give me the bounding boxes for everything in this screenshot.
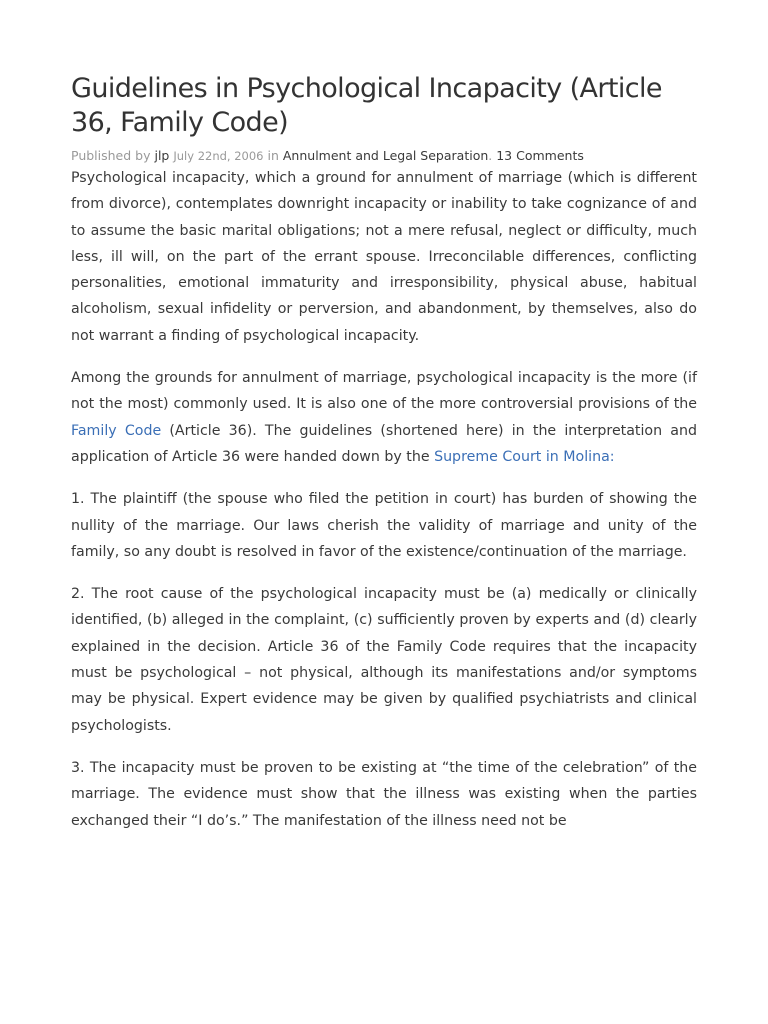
article [71, 72, 697, 850]
category-link[interactable]: Annulment and Legal Separation [282, 148, 489, 163]
guideline-3: 3. The incapacity must be proven to be existing at “the time of the celebration” of the marriage. The evidence must show that the illness was existing when the parties exchanged their “I do’s.” The manifestation of the illness need not be [71, 759, 697, 829]
post-date: July 22nd, 2006 [173, 149, 264, 163]
article-title: Guidelines in Psychological Incapacity (Article 36, Family Code) [71, 73, 662, 138]
family-code-link[interactable]: Family Code [71, 422, 162, 439]
molina-link-colon: : [609, 448, 615, 465]
paragraph-grounds-text-2: (Article 36). The guidelines (shortened here) in the interpretation and application of Article 36 were handed down by the [71, 422, 698, 465]
comments-link[interactable]: 13 Comments [496, 148, 584, 163]
guideline-1: 1. The plaintiff (the spouse who filed the petition in court) has burden of showing the nullity of the marriage. Our laws cherish the validity of marriage and unity of the family, so any doubt is resolved in favor of the existence/continuation of the marriage. [71, 491, 697, 560]
paragraph-intro: Psychological incapacity, which a ground for annulment of marriage (which is different from divorce), contemplates downright incapacity or inability to take cognizance of and to assume the basic marital obligations; not a mere refusal, neglect or difficulty, much less, ill will, on the part of the errant spouse. Irreconcilable differences, conflicting personalities, emotional immaturity and irresponsibility, physical abuse, habitual alcoholism, sexual infidelity or perversion, and abandonment, by themselves, also do not warrant a finding of psychological incapacity. [71, 170, 697, 344]
paragraph-grounds-text-1: Among the grounds for annulment of marriage, psychological incapacity is the more (if not the most) commonly used. It is also one of the more controversial provisions of the [71, 370, 697, 413]
paragraph-grounds [71, 365, 697, 470]
post-meta [71, 147, 697, 165]
meta-separator: . [488, 148, 493, 163]
published-by-label: Published by [71, 148, 151, 163]
guideline-2: 2. The root cause of the psychological incapacity must be (a) medically or clinically identified, (b) alleged in the complaint, (c) sufficiently proven by experts and (d) clearly explained in the decision. Article 36 of the Family Code requires that the incapacity must be psychological – not physical, although its manifestations and/or symptoms may be physical. Expert evidence may be given by qualified psychiatrists and clinical psychologists. [71, 586, 697, 734]
author-link[interactable]: jlp [154, 148, 170, 163]
supreme-court-molina-link[interactable]: Supreme Court in Molina [434, 448, 610, 465]
in-label: in [267, 148, 279, 163]
